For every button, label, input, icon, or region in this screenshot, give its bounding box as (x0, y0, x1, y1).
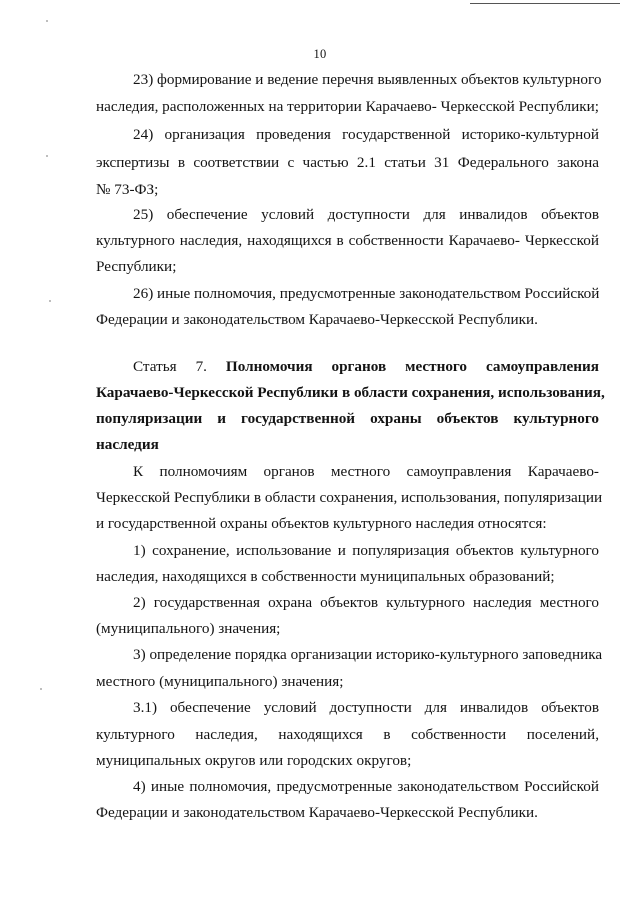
article-title-line: популяризации и государственной охраны объектов культурного (96, 410, 599, 427)
text-line: наследия, расположенных на территории Карачаево- Черкесской Республики; (96, 98, 599, 115)
scan-speck (46, 20, 48, 22)
text-line: муниципальных округов или городских округов; (96, 752, 412, 769)
text-line: Федерации и законодательством Карачаево-Черкесской Республики. (96, 804, 538, 821)
scan-speck (49, 300, 51, 302)
article-title: Полномочия органов местного самоуправления (225, 358, 599, 375)
text-line: Федерации и законодательством Карачаево-Черкесской Республики. (96, 311, 538, 328)
text-line: и государственной охраны объектов культурного наследия относятся: (96, 515, 547, 532)
article-title-line: наследия (96, 436, 159, 453)
scan-speck (46, 155, 48, 157)
text-line: культурного наследия, находящихся в собственности Карачаево- Черкесской (96, 232, 599, 249)
text-line: 4) иные полномочия, предусмотренные законодательством Российской (133, 778, 599, 795)
scan-edge-line (470, 3, 620, 4)
text-line: экспертизы в соответствии с частью 2.1 статьи 31 Федерального закона (96, 154, 599, 171)
text-line: 2) государственная охрана объектов культурного наследия местного (133, 594, 599, 611)
article-number: Статья 7. (133, 358, 207, 375)
text-line: 25) обеспечение условий доступности для инвалидов объектов (133, 206, 599, 223)
text-line: 1) сохранение, использование и популяризация объектов культурного (133, 542, 599, 559)
article-title-line: Карачаево-Черкесской Республики в области сохранения, использования, (96, 384, 605, 401)
text-line: местного (муниципального) значения; (96, 673, 344, 690)
text-line: 26) иные полномочия, предусмотренные законодательством Российской (133, 285, 600, 302)
text-line: № 73-ФЗ; (96, 181, 159, 198)
text-line: наследия, находящихся в собственности муниципальных образований; (96, 568, 555, 585)
page-number: 10 (313, 47, 327, 61)
text-line: 23) формирование и ведение перечня выявленных объектов культурного (133, 71, 602, 88)
text-line: 24) организация проведения государственной историко-культурной (133, 126, 599, 143)
text-line: Республики; (96, 258, 177, 275)
text-line: (муниципального) значения; (96, 620, 281, 637)
text-line: Черкесской Республики в области сохранения, использования, популяризации (96, 489, 603, 506)
text-line: К полномочиям органов местного самоуправления Карачаево- (133, 463, 599, 480)
scan-speck (40, 688, 42, 690)
text-line: 3) определение порядка организации историко-культурного заповедника (133, 646, 603, 663)
text-line: культурного наследия, находящихся в собственности поселений, (96, 726, 599, 743)
text-line: 3.1) обеспечение условий доступности для инвалидов объектов (133, 699, 599, 716)
article-heading (133, 358, 599, 376)
